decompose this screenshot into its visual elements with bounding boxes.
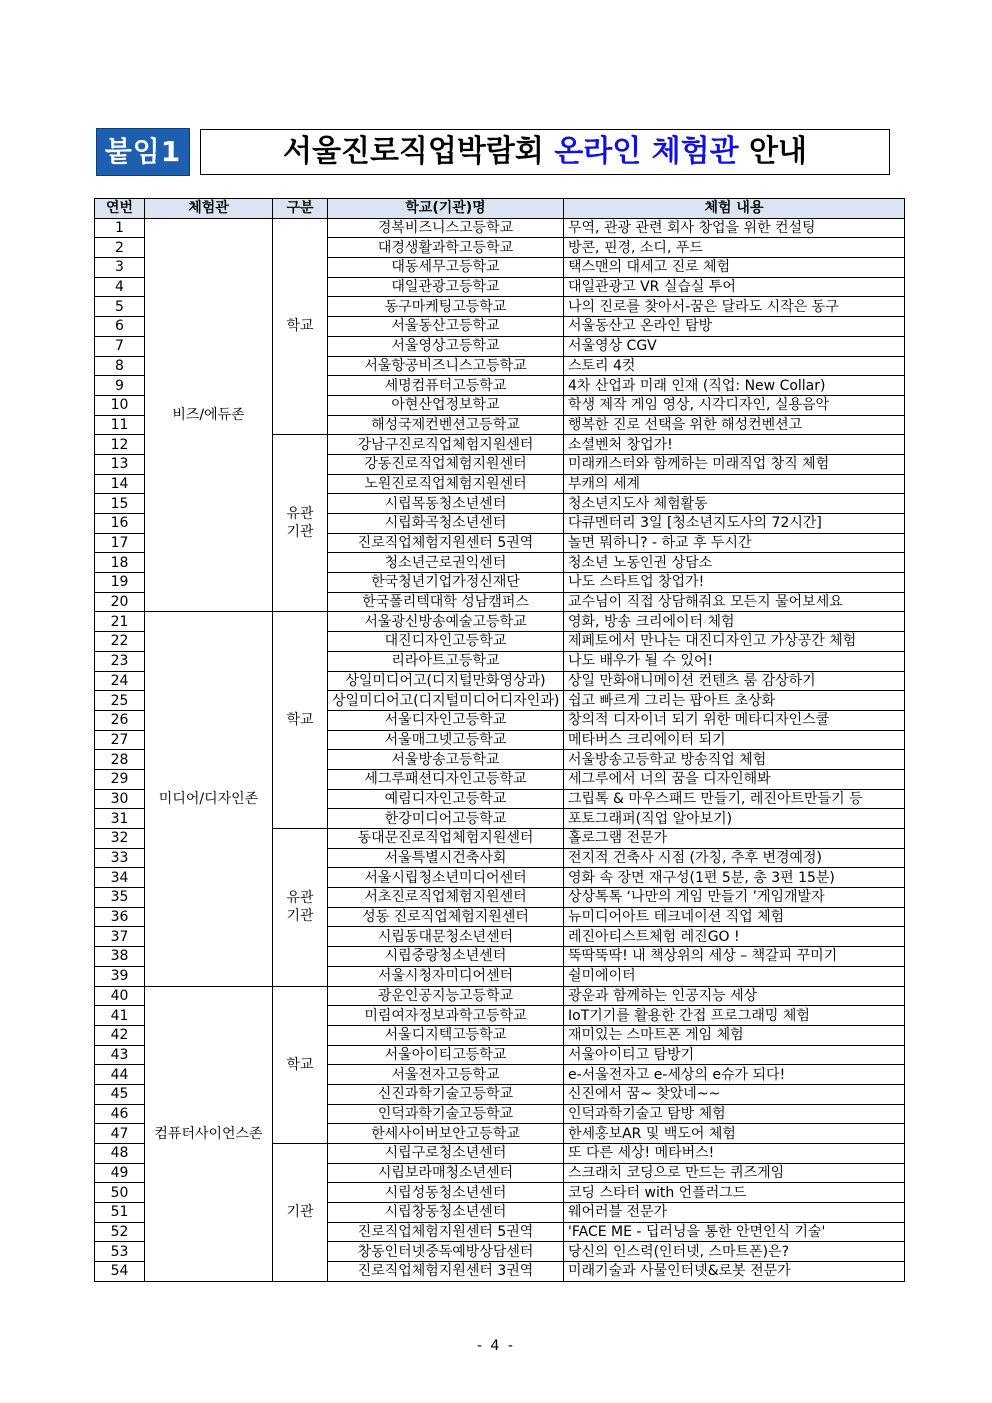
row-number: 32 [95,829,145,849]
school-name-cell: 서울시립청소년미디어센터 [328,868,564,888]
experience-content-cell: 신진에서 꿈~ 찾았네~~ [564,1084,905,1104]
row-number: 4 [95,277,145,297]
experience-content-cell: 상상톡톡 ‘나만의 게임 만들기 ’게임개발자 [564,888,905,908]
row-number: 43 [95,1045,145,1065]
kind-cell: 기관 [273,1144,328,1282]
school-name-cell: 세명컴퓨터고등학교 [328,376,564,396]
kind-cell: 학교 [273,986,328,1144]
row-number: 27 [95,730,145,750]
school-name-cell: 미림여자정보과학고등학교 [328,1006,564,1026]
school-name-cell: 동구마케팅고등학교 [328,297,564,317]
experience-content-cell: 세그루에서 너의 꿈을 디자인해봐 [564,769,905,789]
table-body [95,218,905,1281]
experience-content-cell: 미래기술과 사물인터넷&로봇 전문가 [564,1262,905,1282]
row-number: 34 [95,868,145,888]
experience-content-cell: 또 다른 세상! 메타버스! [564,1144,905,1164]
school-name-cell: 진로직업체험지원센터 3권역 [328,1262,564,1282]
school-name-cell: 서울특별시건축사회 [328,848,564,868]
row-number: 7 [95,336,145,356]
row-number: 14 [95,474,145,494]
experience-content-cell: 택스맨의 대세고 진로 체험 [564,258,905,278]
row-number: 18 [95,553,145,573]
title-row [96,128,892,176]
school-name-cell: 시립보라매청소년센터 [328,1163,564,1183]
row-number: 54 [95,1262,145,1282]
experience-content-cell: 'FACE ME - 딥러닝을 통한 안면인식 기술' [564,1222,905,1242]
row-number: 42 [95,1025,145,1045]
table-row [95,218,905,238]
zone-cell: 비즈/에듀존 [145,218,273,612]
row-number: 37 [95,927,145,947]
experience-content-cell: 전지적 건축사 시점 (가칭, 추후 변경예정) [564,848,905,868]
experience-content-cell: 소셜벤처 창업가! [564,435,905,455]
experience-content-cell: 나도 배우가 될 수 있어! [564,651,905,671]
page-number: - 4 - [477,1338,515,1354]
row-number: 16 [95,514,145,534]
row-number: 10 [95,395,145,415]
zone-cell: 미디어/디자인존 [145,612,273,986]
experience-table [94,198,905,1282]
school-name-cell: 동대문진로직업체험지원센터 [328,829,564,849]
title-text-2: 안내 [738,134,807,169]
school-name-cell: 서울아이티고등학교 [328,1045,564,1065]
col-header-number: 연번 [95,199,145,219]
school-name-cell: 노원진로직업체험지원센터 [328,474,564,494]
col-header-kind: 구분 [273,199,328,219]
school-name-cell: 서울디지텍고등학교 [328,1025,564,1045]
row-number: 28 [95,750,145,770]
row-number: 13 [95,454,145,474]
row-number: 46 [95,1104,145,1124]
kind-cell: 학교 [273,218,328,435]
kind-cell: 유관 기관 [273,829,328,987]
row-number: 6 [95,317,145,337]
experience-content-cell: 광운과 함께하는 인공지능 세상 [564,986,905,1006]
experience-content-cell: 나도 스타트업 창업가! [564,573,905,593]
school-name-cell: 인덕과학기술고등학교 [328,1104,564,1124]
row-number: 44 [95,1065,145,1085]
school-name-cell: 서울광신방송예술고등학교 [328,612,564,632]
school-name-cell: 경복비즈니스고등학교 [328,218,564,238]
school-name-cell: 서울항공비즈니스고등학교 [328,356,564,376]
row-number: 17 [95,533,145,553]
school-name-cell: 리라아트고등학교 [328,651,564,671]
school-name-cell: 서울디자인고등학교 [328,710,564,730]
experience-content-cell: 창의적 디자이너 되기 위한 메타디자인스쿨 [564,710,905,730]
experience-content-cell: 놀면 뭐하니? - 하교 후 두시간 [564,533,905,553]
school-name-cell: 진로직업체험지원센터 5권역 [328,533,564,553]
school-name-cell: 한국청년기업가정신재단 [328,573,564,593]
school-name-cell: 시립목동청소년센터 [328,494,564,514]
experience-content-cell: 서울동산고 온라인 탐방 [564,317,905,337]
school-name-cell: 서울시청자미디어센터 [328,966,564,986]
school-name-cell: 대경생활과학고등학교 [328,238,564,258]
school-name-cell: 서울방송고등학교 [328,750,564,770]
experience-content-cell: 뉴미디어아트 테크네이션 직업 체험 [564,907,905,927]
school-name-cell: 상일미디어고(디지털만화영상과) [328,671,564,691]
row-number: 38 [95,947,145,967]
row-number: 41 [95,1006,145,1026]
title-text-1: 서울진로직업박람회 [283,134,555,169]
row-number: 1 [95,218,145,238]
col-header-school: 학교(기관)명 [328,199,564,219]
zone-cell: 컴퓨터사이언스존 [145,986,273,1281]
row-number: 52 [95,1222,145,1242]
school-name-cell: 시립성동청소년센터 [328,1183,564,1203]
attachment-badge: 붙임1 [96,128,190,176]
experience-content-cell: 4차 산업과 미래 인재 (직업: New Collar) [564,376,905,396]
school-name-cell: 광운인공지능고등학교 [328,986,564,1006]
row-number: 11 [95,415,145,435]
school-name-cell: 시립화곡청소년센터 [328,514,564,534]
row-number: 15 [95,494,145,514]
table-header-row [95,199,905,219]
row-number: 19 [95,573,145,593]
experience-content-cell: 다큐멘터리 3일 [청소년지도사의 72시간] [564,514,905,534]
school-name-cell: 시립창동청소년센터 [328,1203,564,1223]
school-name-cell: 대일관광고등학교 [328,277,564,297]
experience-content-cell: 당신의 인스력(인터넷, 스마트폰)은? [564,1242,905,1262]
experience-content-cell: 대일관광고 VR 실습실 투어 [564,277,905,297]
school-name-cell: 서울전자고등학교 [328,1065,564,1085]
school-name-cell: 대진디자인고등학교 [328,632,564,652]
experience-content-cell: 부캐의 세계 [564,474,905,494]
experience-content-cell: 쉽고 빠르게 그리는 팝아트 초상화 [564,691,905,711]
experience-content-cell: 행복한 진로 선택을 위한 해성컨벤션고 [564,415,905,435]
experience-content-cell: 서울아이티고 탐방기 [564,1045,905,1065]
row-number: 39 [95,966,145,986]
experience-content-cell: 메타버스 크리에이터 되기 [564,730,905,750]
row-number: 12 [95,435,145,455]
row-number: 25 [95,691,145,711]
school-name-cell: 창동인터넷중독예방상담센터 [328,1242,564,1262]
experience-content-cell: e-서울전자고 e-세상의 e슈가 되다! [564,1065,905,1085]
experience-content-cell: 레진아티스트체험 레진GO ! [564,927,905,947]
experience-content-cell: 교수님이 직접 상담해줘요 모든지 물어보세요 [564,592,905,612]
row-number: 5 [95,297,145,317]
row-number: 21 [95,612,145,632]
experience-content-cell: 홀로그램 전문가 [564,829,905,849]
experience-content-cell: 영화, 방송 크리에이터 체험 [564,612,905,632]
school-name-cell: 예림디자인고등학교 [328,789,564,809]
row-number: 51 [95,1203,145,1223]
school-name-cell: 세그루패션디자인고등학교 [328,769,564,789]
row-number: 47 [95,1124,145,1144]
experience-content-cell: 인덕과학기술고 탐방 체험 [564,1104,905,1124]
experience-content-cell: 스크래치 코딩으로 만드는 퀴즈게임 [564,1163,905,1183]
row-number: 36 [95,907,145,927]
school-name-cell: 한세사이버보안고등학교 [328,1124,564,1144]
experience-content-cell: 서울방송고등학교 방송직업 체험 [564,750,905,770]
experience-content-cell: 포토그래퍼(직업 알아보기) [564,809,905,829]
school-name-cell: 신진과학기술고등학교 [328,1084,564,1104]
col-header-content: 체험 내용 [564,199,905,219]
experience-content-cell: 청소년지도사 체험활동 [564,494,905,514]
experience-content-cell: 영화 속 장면 재구성(1편 5분, 총 3편 15분) [564,868,905,888]
experience-content-cell: 학생 제작 게임 영상, 시각디자인, 실용음악 [564,395,905,415]
row-number: 2 [95,238,145,258]
school-name-cell: 강동진로직업체험지원센터 [328,454,564,474]
school-name-cell: 한국폴리텍대학 성남캠퍼스 [328,592,564,612]
school-name-cell: 성동 진로직업체험지원센터 [328,907,564,927]
row-number: 35 [95,888,145,908]
row-number: 40 [95,986,145,1006]
document-title [200,129,890,175]
experience-content-cell: 방콘, 핀경, 소디, 푸드 [564,238,905,258]
table-row [95,986,905,1006]
row-number: 33 [95,848,145,868]
experience-content-cell: 청소년 노동인권 상담소 [564,553,905,573]
row-number: 8 [95,356,145,376]
experience-content-cell: 무역, 관광 관련 회사 창업을 위한 컨설팅 [564,218,905,238]
school-name-cell: 강남구진로직업체험지원센터 [328,435,564,455]
experience-content-cell: 스토리 4컷 [564,356,905,376]
row-number: 20 [95,592,145,612]
school-name-cell: 한강미디어고등학교 [328,809,564,829]
row-number: 50 [95,1183,145,1203]
kind-cell: 유관 기관 [273,435,328,612]
experience-content-cell: 제페토에서 만나는 대진디자인고 가상공간 체험 [564,632,905,652]
experience-content-cell: 재미있는 스마트폰 게임 체험 [564,1025,905,1045]
school-name-cell: 서울동산고등학교 [328,317,564,337]
row-number: 53 [95,1242,145,1262]
col-header-zone: 체험관 [145,199,273,219]
experience-content-cell: 코딩 스타터 with 언플러그드 [564,1183,905,1203]
title-highlight: 온라인 체험관 [554,134,739,169]
row-number: 29 [95,769,145,789]
school-name-cell: 서초진로직업체험지원센터 [328,888,564,908]
school-name-cell: 서울매그넷고등학교 [328,730,564,750]
experience-content-cell: 나의 진로를 찾아서-꿈은 달라도 시작은 동구 [564,297,905,317]
school-name-cell: 아현산업정보학교 [328,395,564,415]
school-name-cell: 시립중랑청소년센터 [328,947,564,967]
experience-content-cell: 한세홍보AR 및 백도어 체험 [564,1124,905,1144]
school-name-cell: 대동세무고등학교 [328,258,564,278]
school-name-cell: 해성국제컨벤션고등학교 [328,415,564,435]
experience-content-cell: 그립톡 & 마우스패드 만들기, 레진아트만들기 등 [564,789,905,809]
school-name-cell: 상일미디어고(디지털미디어디자인과) [328,691,564,711]
experience-content-cell: 상일 만화애니메이션 컨텐츠 룸 감상하기 [564,671,905,691]
experience-content-cell: 미래캐스터와 함께하는 미래직업 창직 체험 [564,454,905,474]
row-number: 26 [95,710,145,730]
experience-content-cell: 웨어러블 전문가 [564,1203,905,1223]
row-number: 49 [95,1163,145,1183]
row-number: 24 [95,671,145,691]
school-name-cell: 시립동대문청소년센터 [328,927,564,947]
row-number: 30 [95,789,145,809]
row-number: 3 [95,258,145,278]
school-name-cell: 진로직업체험지원센터 5권역 [328,1222,564,1242]
experience-content-cell: 서울영상 CGV [564,336,905,356]
table-row [95,612,905,632]
experience-content-cell: 뚝딱뚝딱! 내 책상위의 세상 – 책갈피 꾸미기 [564,947,905,967]
school-name-cell: 서울영상고등학교 [328,336,564,356]
row-number: 31 [95,809,145,829]
experience-content-cell: IoT기기를 활용한 간접 프로그래밍 체험 [564,1006,905,1026]
school-name-cell: 시립구로청소년센터 [328,1144,564,1164]
row-number: 45 [95,1084,145,1104]
school-name-cell: 청소년근로권익센터 [328,553,564,573]
row-number: 48 [95,1144,145,1164]
row-number: 23 [95,651,145,671]
row-number: 9 [95,376,145,396]
kind-cell: 학교 [273,612,328,829]
experience-content-cell: 쉴미에이터 [564,966,905,986]
row-number: 22 [95,632,145,652]
